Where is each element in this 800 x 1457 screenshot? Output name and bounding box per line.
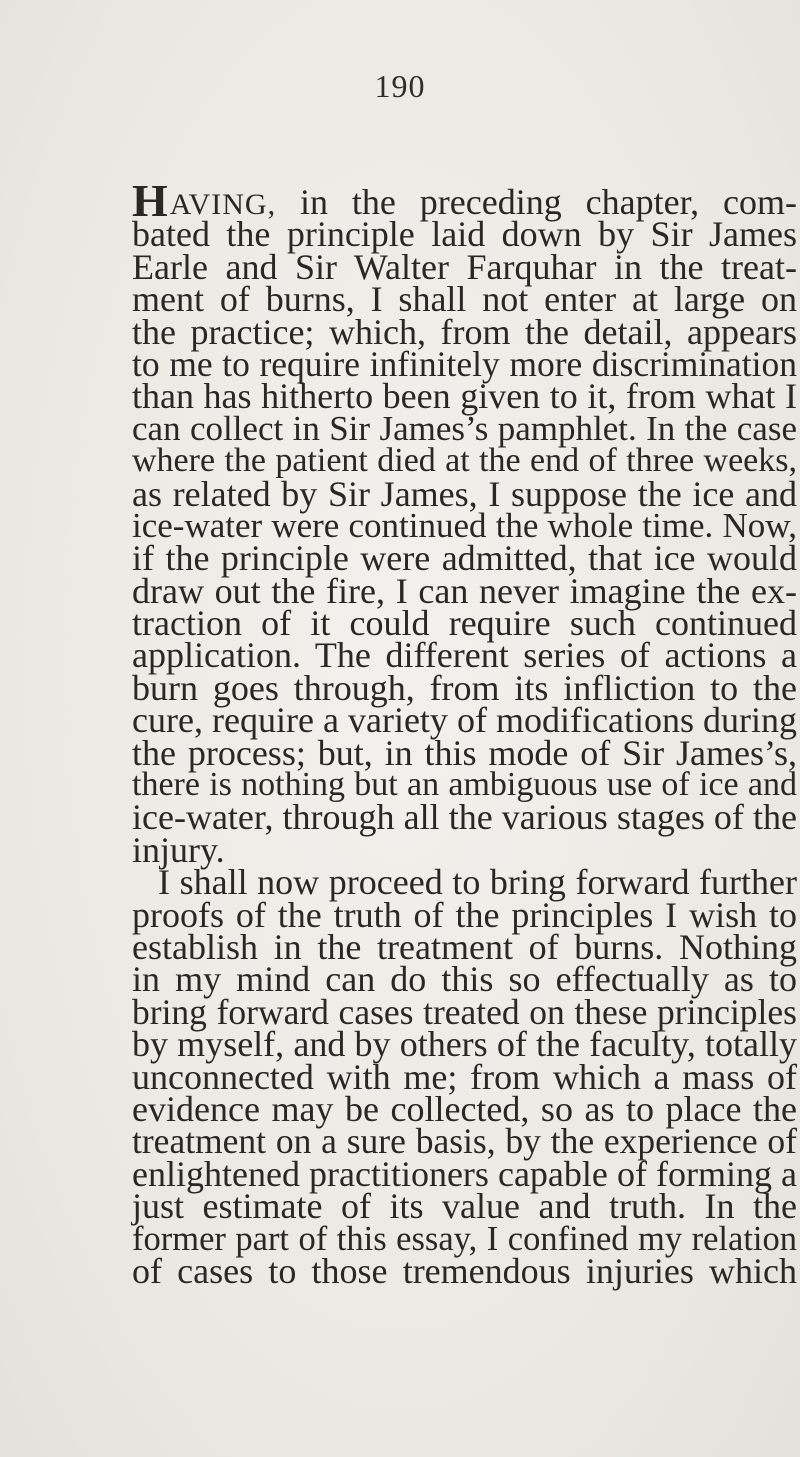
text-line: treatment on a sure basis, by the experience of [132,1121,797,1162]
text-line: ice-water, through all the various stages of the [132,797,797,838]
text-line: evidence may be collected, so as to place the [132,1088,797,1129]
text-line: injury. [132,829,225,870]
text-line: proofs of the truth of the principles I wish to [132,894,797,935]
drop-cap: H [132,175,168,226]
text-line: unconnected with me; from which a mass of [132,1056,797,1097]
text-line: burn goes through, from its infliction to the [132,667,797,708]
text-line: bring forward cases treated on these principles [132,991,797,1032]
text-line: of cases to those tremendous injuries which [132,1250,797,1291]
text-line: to me to require infinitely more discrimination [132,343,797,384]
text-line: there is nothing but an ambiguous use of ice and [132,766,797,804]
text-line: traction of it could require such continued [132,603,797,644]
text-line: draw out the fire, I can never imagine the ex- [132,570,797,611]
text-line: cure, require a variety of modifications during [132,700,797,741]
text-line: enlightened practitioners capable of forming a [132,1153,797,1194]
text-line: ment of burns, I shall not enter at large on [132,279,797,320]
text-line: in my mind can do this so effectually as to [132,959,797,1000]
text-line: establish in the treatment of burns. Nothing [132,926,797,967]
text-line: where the patient died at the end of three weeks, [132,442,797,480]
first-word-smallcaps: AVING, [169,188,277,221]
text-line: if the principle were admitted, that ice would [132,538,797,579]
text-line: ice-water were continued the whole time. Now, [132,505,797,545]
text-line: former part of this essay, I confined my relation [132,1219,797,1258]
text-line: bated the principle laid down by Sir James [132,214,797,255]
text-line: the process; but, in this mode of Sir James’s, [132,732,797,773]
page-number: 190 [374,68,426,104]
line-text: in the preceding chapter, com- [300,182,797,222]
text-line: than has hitherto been given to it, from what I [132,376,797,417]
text-line: application. The different series of actions a [132,635,797,676]
body-text [132,175,797,1291]
text-line: as related by Sir James, I suppose the ice and [132,473,797,514]
text-line: Earle and Sir Walter Farquhar in the treat- [132,246,797,287]
text-line: can collect in Sir James’s pamphlet. In the case [132,408,797,448]
text-line: the practice; which, from the detail, appears [132,311,797,352]
text-line: just estimate of its value and truth. In the [132,1186,797,1227]
text-line: by myself, and by others of the faculty, totally [132,1024,797,1065]
text-line: I shall now proceed to bring forward further [158,862,797,903]
